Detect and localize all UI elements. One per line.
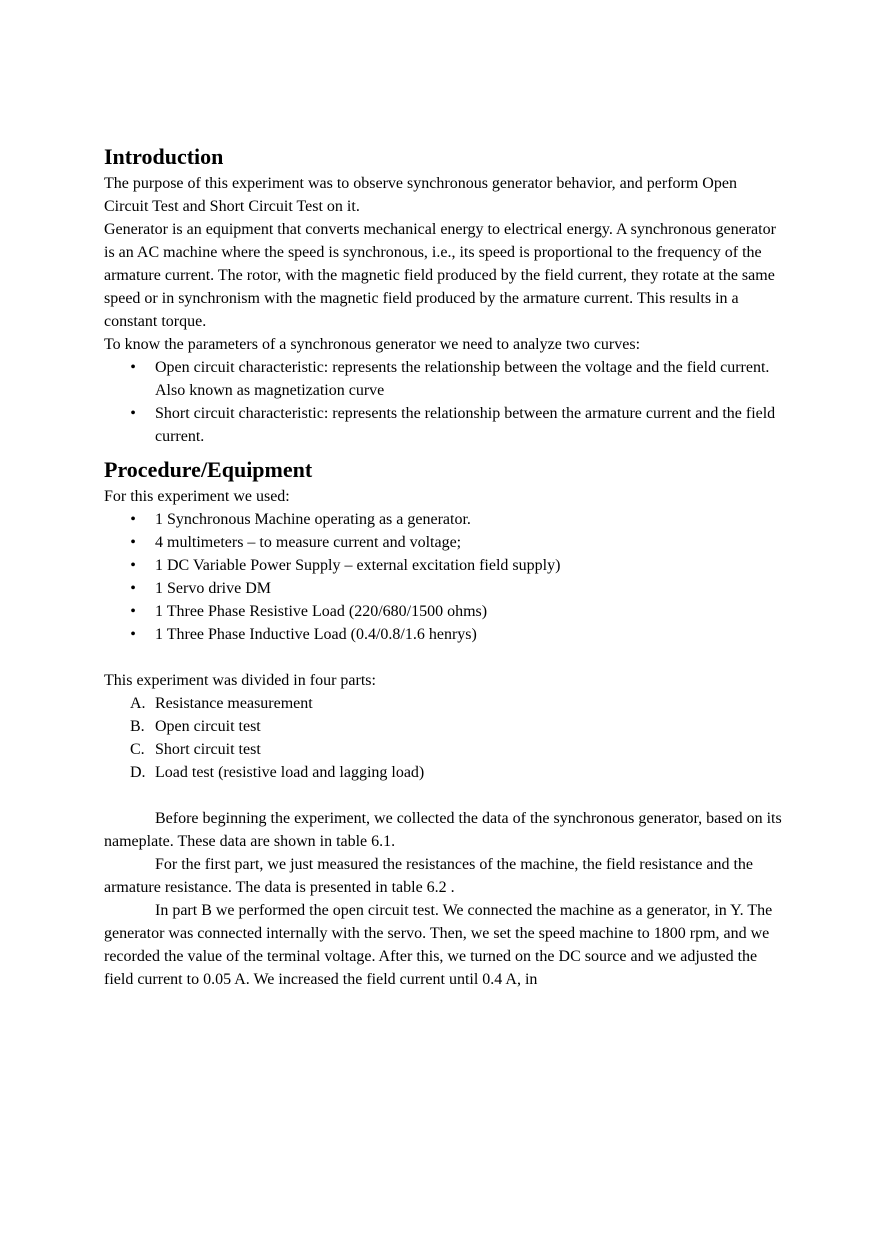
list-marker: C. [130, 741, 145, 758]
list-marker: A. [130, 695, 146, 712]
list-item-text: Open circuit characteristic: represents the relationship between the voltage and the field current. Also known as magnetization curve [155, 359, 770, 399]
list-item [104, 692, 784, 715]
introduction-heading: Introduction [104, 144, 224, 169]
list-item [104, 531, 784, 554]
parts-list [104, 692, 784, 784]
part-b-paragraph: In part B we performed the open circuit test. We connected the machine as a generator, in Y. The generator was connected internally with the servo. Then, we set the speed machine to 1800 rpm, and we recorded the value of the terminal voltage. After this, we turned on the DC source and we adjusted the field current to 0.05 A. We increased the field current until 0.4 A, in [104, 902, 773, 988]
list-item-text: 1 Three Phase Inductive Load (0.4/0.8/1.6 henrys) [155, 626, 477, 643]
document-page [104, 142, 784, 991]
list-item-text: Open circuit test [155, 718, 261, 735]
intro-curves-paragraph: To know the parameters of a synchronous generator we need to analyze two curves: [104, 336, 641, 353]
list-item-text: 1 DC Variable Power Supply – external excitation field supply) [155, 557, 561, 574]
bullet-icon: • [130, 626, 136, 643]
part-a-paragraph: For the first part, we just measured the resistances of the machine, the field resistance and the armature resistance. The data is presented in table 6.2 . [104, 856, 754, 896]
list-item-text: Resistance measurement [155, 695, 313, 712]
list-marker: B. [130, 718, 145, 735]
list-item [104, 623, 784, 646]
list-item-text: 4 multimeters – to measure current and voltage; [155, 534, 462, 551]
list-item-text: Short circuit characteristic: represents the relationship between the armature current and the field current. [155, 405, 776, 445]
list-item [104, 738, 784, 761]
list-marker: D. [130, 764, 146, 781]
list-item [104, 715, 784, 738]
bullet-icon: • [130, 580, 136, 597]
list-item-text: Short circuit test [155, 741, 261, 758]
list-item-text: Load test (resistive load and lagging load) [155, 764, 425, 781]
procedure-lead: For this experiment we used: [104, 488, 290, 505]
bullet-icon: • [130, 603, 136, 620]
bullet-icon: • [130, 511, 136, 528]
bullet-icon: • [130, 557, 136, 574]
list-item [104, 356, 784, 402]
procedure-heading: Procedure/Equipment [104, 457, 313, 482]
list-item [104, 508, 784, 531]
bullet-icon: • [130, 405, 136, 422]
equipment-list [104, 508, 784, 646]
list-item-text: 1 Synchronous Machine operating as a generator. [155, 511, 471, 528]
intro-generator-paragraph: Generator is an equipment that converts mechanical energy to electrical energy. A synchronous generator is an AC machine where the speed is synchronous, i.e., its speed is proportional to the frequency of the armature current. The rotor, with the magnetic field produced by the field current, they rotate at the same speed or in synchronism with the magnetic field produced by the armature current. This results in a constant torque. [104, 221, 776, 330]
intro-purpose-paragraph: The purpose of this experiment was to observe synchronous generator behavior, and perform Open Circuit Test and Short Circuit Test on it. [104, 175, 737, 215]
list-item [104, 761, 784, 784]
list-item [104, 554, 784, 577]
bullet-icon: • [130, 534, 136, 551]
list-item-text: 1 Servo drive DM [155, 580, 271, 597]
list-item [104, 402, 784, 448]
parts-lead: This experiment was divided in four parts: [104, 672, 376, 689]
list-item [104, 600, 784, 623]
curves-list [104, 356, 784, 448]
list-item-text: 1 Three Phase Resistive Load (220/680/1500 ohms) [155, 603, 488, 620]
nameplate-paragraph: Before beginning the experiment, we collected the data of the synchronous generator, based on its nameplate. These data are shown in table 6.1. [104, 810, 782, 850]
bullet-icon: • [130, 359, 136, 376]
list-item [104, 577, 784, 600]
